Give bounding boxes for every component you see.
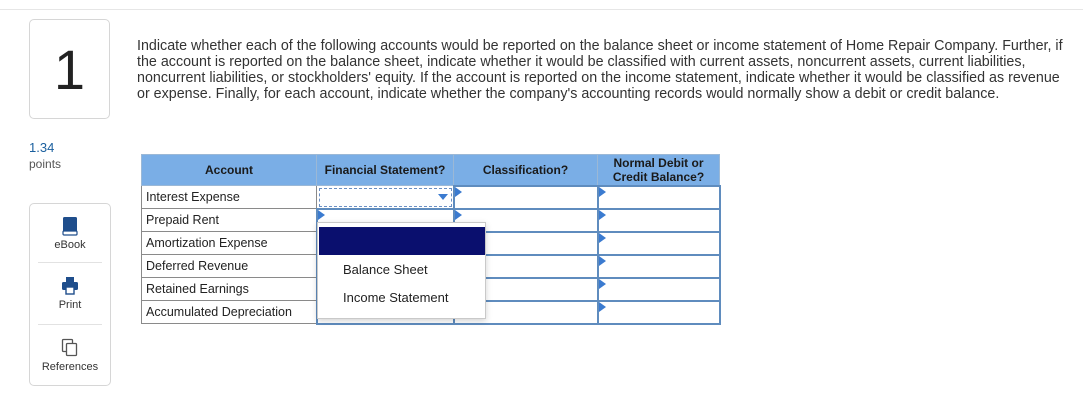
- dropdown-option-blank[interactable]: [319, 227, 485, 255]
- points-label: points: [29, 157, 62, 171]
- dropdown-marker-icon: [599, 233, 606, 243]
- question-number: 1: [29, 19, 110, 119]
- balance-select[interactable]: [598, 186, 720, 209]
- financial-statement-select[interactable]: [317, 186, 454, 209]
- question-prompt: Indicate whether each of the following accounts would be reported on the balance sheet or income statement of Home Repair Company. Further, if the account is reported on the balance sheet, indicate whether it would be classified with current assets, noncurrent assets, current liabilities, noncurrent liabilities, or stockholders' equity. If the account is reported on the income statement, indicate whether it would be classified as revenue or expense. Finally, for each account, indicate whether the company's accounting records would normally show a debit or credit balance.: [137, 38, 1063, 102]
- book-icon: [61, 216, 79, 236]
- tool-divider: [38, 262, 102, 263]
- dropdown-marker-icon: [318, 210, 325, 220]
- ebook-label: eBook: [54, 239, 86, 251]
- account-cell: Deferred Revenue: [142, 255, 317, 278]
- references-label: References: [41, 361, 99, 373]
- ebook-button[interactable]: [30, 216, 110, 251]
- balance-select[interactable]: [598, 301, 720, 324]
- header-normal-balance: Normal Debit or Credit Balance?: [598, 155, 720, 186]
- references-button[interactable]: [30, 338, 110, 373]
- dropdown-marker-icon: [599, 256, 606, 266]
- account-cell: Retained Earnings: [142, 278, 317, 301]
- balance-select[interactable]: [598, 255, 720, 278]
- points-value: 1.34: [29, 140, 55, 155]
- top-divider: [0, 9, 1083, 10]
- account-cell: Amortization Expense: [142, 232, 317, 255]
- dropdown-option-balance-sheet[interactable]: Balance Sheet: [343, 262, 428, 277]
- account-cell: Interest Expense: [142, 186, 317, 209]
- tools-panel: [29, 203, 111, 386]
- print-button[interactable]: [30, 276, 110, 311]
- tool-divider: [38, 324, 102, 325]
- chevron-down-icon: [438, 194, 448, 200]
- account-cell: Prepaid Rent: [142, 209, 317, 232]
- points-box: [29, 140, 109, 171]
- dropdown-marker-icon: [455, 210, 462, 220]
- dropdown-marker-icon: [599, 302, 606, 312]
- dropdown-marker-icon: [455, 187, 462, 197]
- classification-select[interactable]: [454, 186, 598, 209]
- table-row: [142, 186, 720, 209]
- dropdown-marker-icon: [599, 210, 606, 220]
- print-label: Print: [58, 299, 82, 311]
- account-cell: Accumulated Depreciation: [142, 301, 317, 324]
- dropdown-option-income-statement[interactable]: Income Statement: [343, 290, 449, 305]
- printer-icon: [61, 276, 79, 296]
- balance-select[interactable]: [598, 232, 720, 255]
- dropdown-marker-icon: [599, 279, 606, 289]
- balance-select[interactable]: [598, 278, 720, 301]
- balance-select[interactable]: [598, 209, 720, 232]
- financial-statement-dropdown-menu: [317, 222, 486, 319]
- dropdown-marker-icon: [599, 187, 606, 197]
- header-account: Account: [142, 155, 317, 186]
- header-financial-statement: Financial Statement?: [317, 155, 454, 186]
- references-icon: [61, 338, 79, 358]
- header-classification: Classification?: [454, 155, 598, 186]
